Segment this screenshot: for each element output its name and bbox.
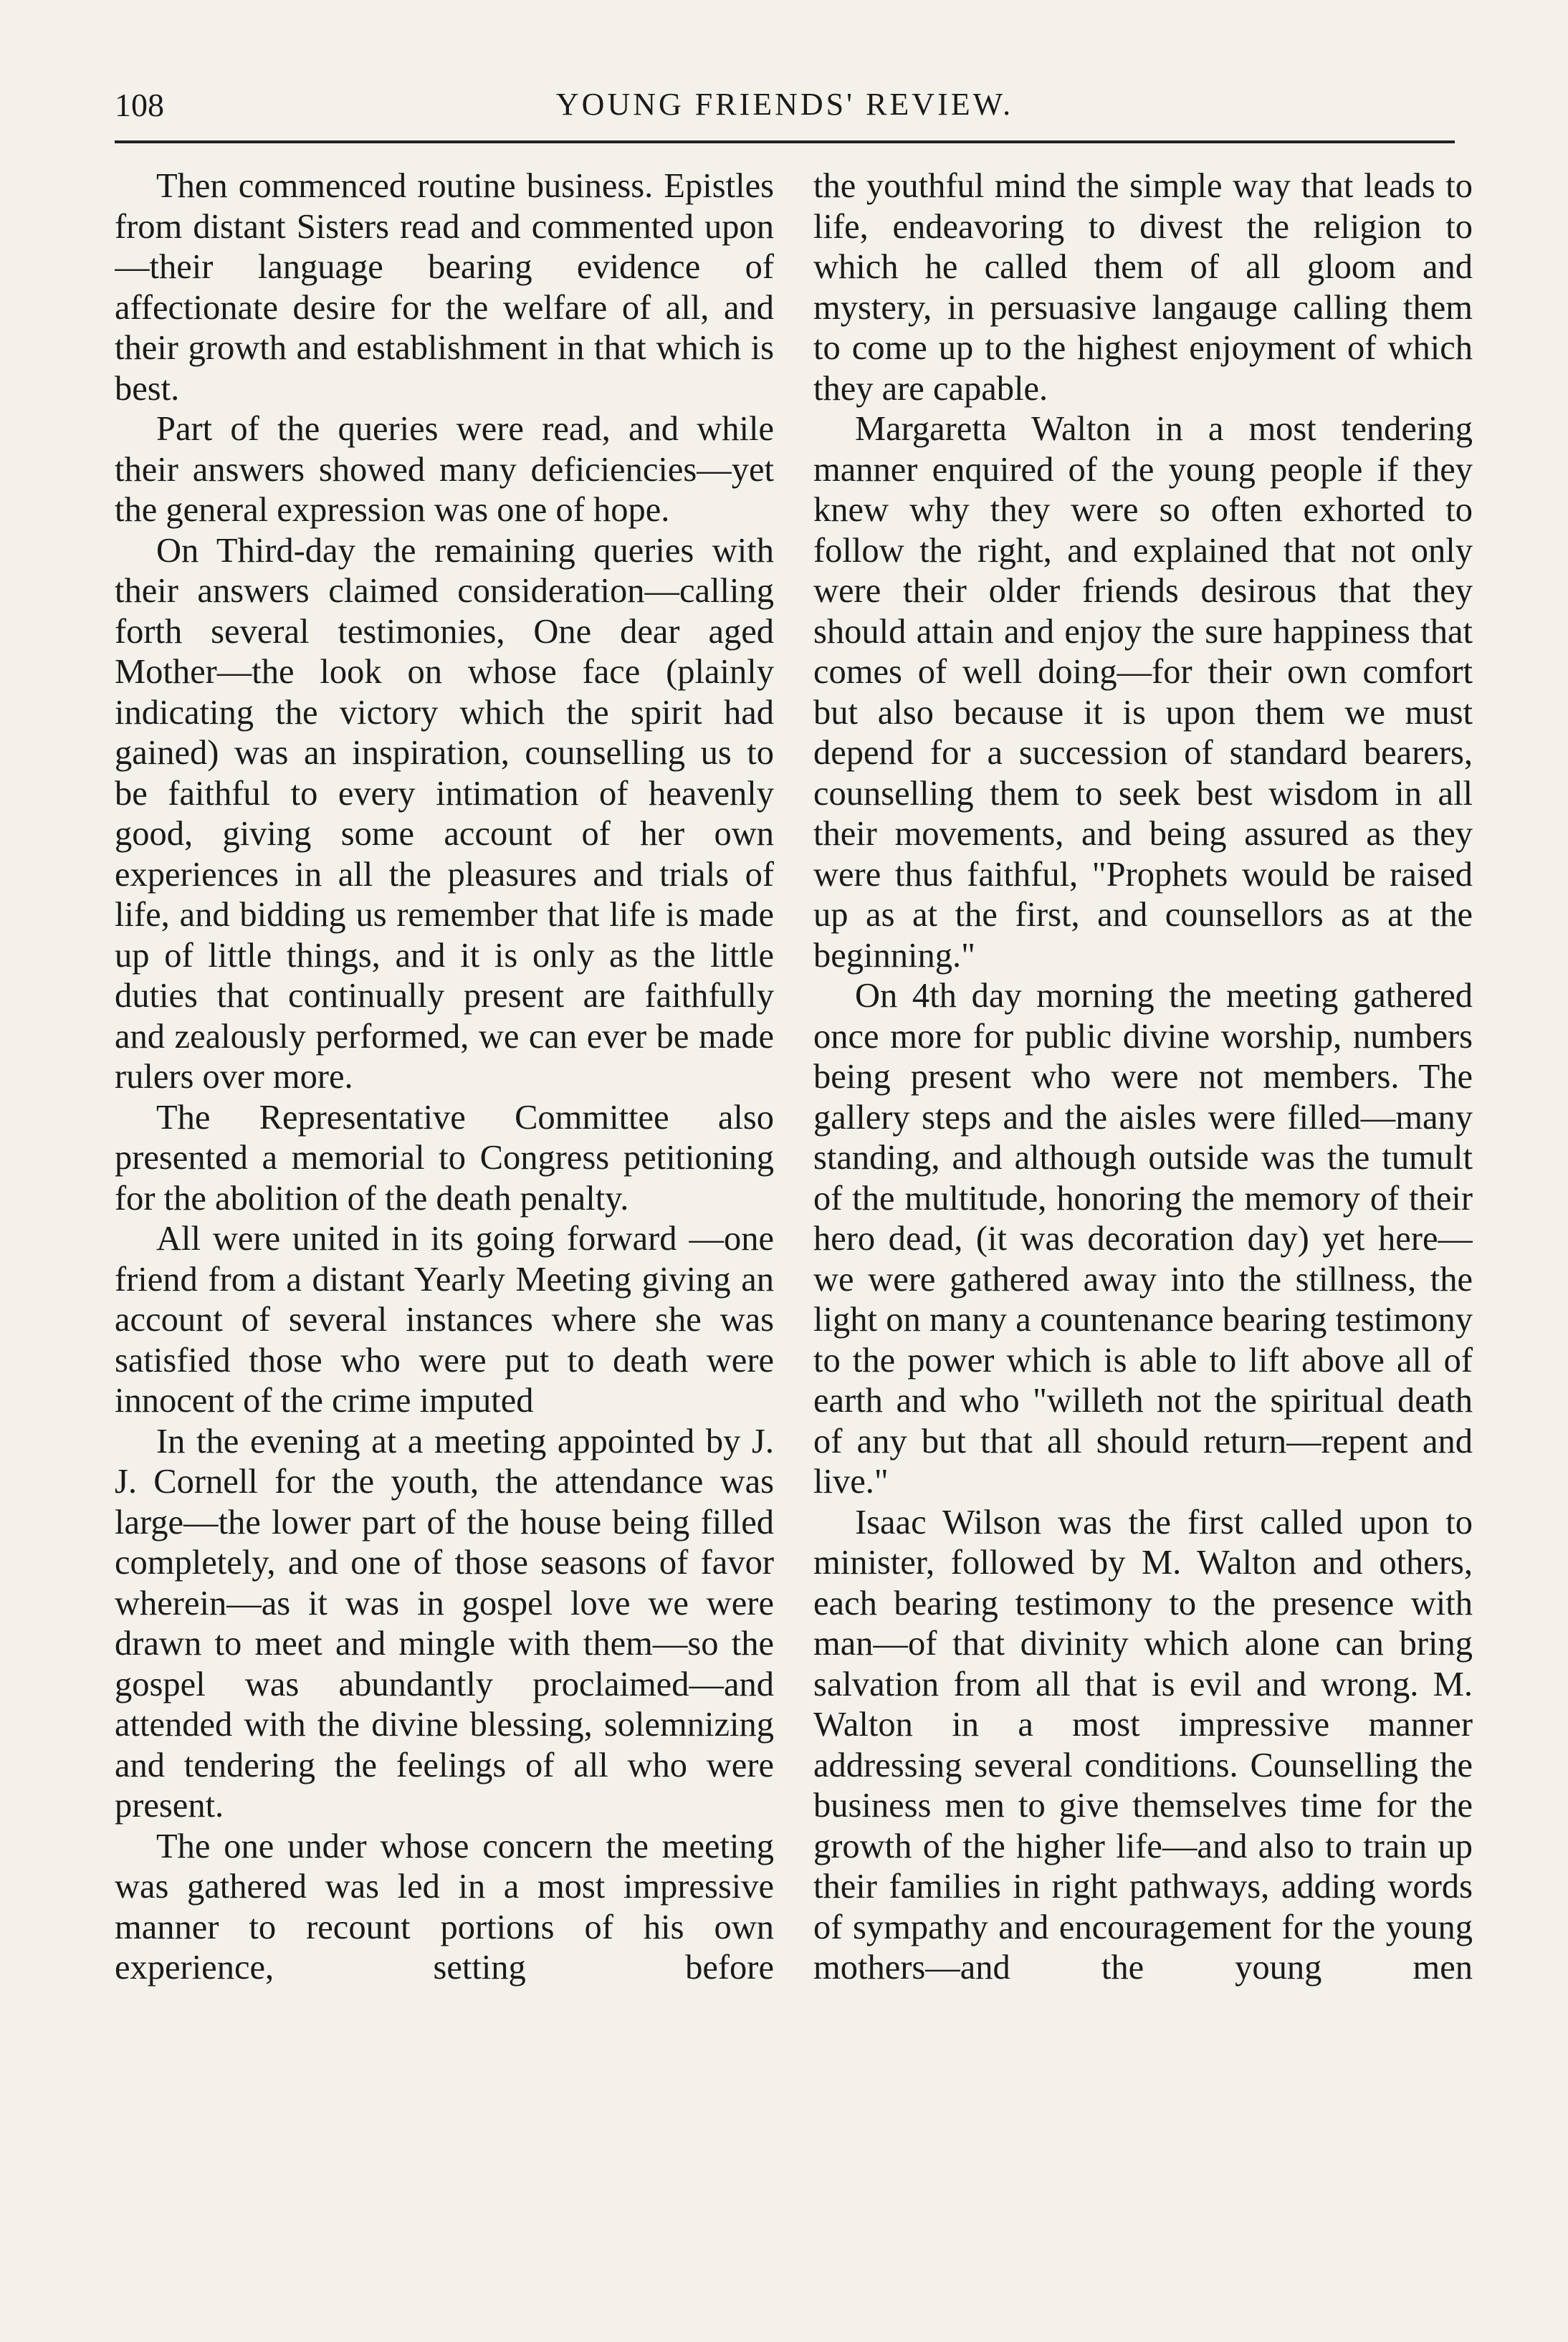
paragraph: Then commenced routine business. Epistles from distant Sisters read and commented upon—their language bearing evidence of affectionate desire for the welfare of all, and their growth and establishment in that which is best. [115, 167, 774, 408]
paragraph: Isaac Wilson was the first called upon to minister, followed by M. Walton and others, each bearing testimony to the presence with man—of that divinity which alone can bring salvation from all that is evil and wrong. M. Walton in a most impressive manner addressing several conditions. Counselling the business men to give themselves time for the growth of the higher life—and also to train up their families in right pathways, adding words of sympathy and encouragement for the young mothers—and the young men [813, 1503, 1473, 1987]
paragraph: Part of the queries were read, and while their answers showed many deficiencies—yet the general expression was one of hope. [115, 410, 774, 529]
paragraph: The one under whose concern the meeting was gathered was led in a most impressive manner to recount portions of his own experience, setting before [115, 1827, 774, 1987]
right-column [813, 166, 1473, 2288]
page-number: 108 [115, 87, 164, 123]
running-title: YOUNG FRIENDS' REVIEW. [555, 87, 1014, 122]
paragraph: On Third-day the remaining queries with their answers claimed consideration—calling forth several testimonies, One dear aged Mother—the look on whose face (plainly indicating the victory which the spirit had gained) was an inspiration, counselling us to be faithful to every intimation of heavenly good, giving some account of her own experiences in all the pleasures and trials of life, and bidding us remember that life is made up of little things, and it is only as the little duties that continually present are faithfully and zealously performed, we can ever be made rulers over more. [115, 531, 774, 1096]
paragraph: Margaretta Walton in a most tendering manner enquired of the young people if they knew why they were so often exhorted to follow the right, and explained that not only were their older friends desirous that they should attain and enjoy the sure happiness that comes of well doing—for their own comfort but also because it is upon them we must depend for a succession of standard bearers, counselling them to seek best wisdom in all their movements, and being assured as they were thus faithful, "Prophets would be raised up as at the first, and counsellors as at the beginning." [813, 410, 1473, 975]
paragraph: The Representative Committee also presented a memorial to Congress petitioning for the abolition of the death penalty. [115, 1098, 774, 1218]
paragraph: In the evening at a meeting appointed by J. J. Cornell for the youth, the attendance was large—the lower part of the house being filled completely, and one of those seasons of favor wherein—as it was in gospel love we were drawn to meet and mingle with them—so the gospel was abundantly proclaimed—and attended with the divine blessing, solemnizing and tendering the feelings of all who were present. [115, 1422, 774, 1825]
header-rule [115, 140, 1455, 143]
paragraph: On 4th day morning the meeting gathered once more for public divine worship, numbers being present who were not members. The gallery steps and the aisles were filled—many standing, and although outside was the tumult of the multitude, honoring the memory of their hero dead, (it was decoration day) yet here—we were gathered away into the stillness, the light on many a countenance bearing testimony to the power which is able to lift above all of earth and who "willeth not the spiritual death of any but that all should return—repent and live." [813, 977, 1473, 1501]
paragraph: the youthful mind the simple way that leads to life, endeavoring to divest the religion to which he called them of all gloom and mystery, in persuasive langauge calling them to come up to the highest enjoyment of which they are capable. [813, 167, 1473, 408]
left-column [115, 166, 774, 2288]
page-header [115, 86, 1455, 136]
paragraph: All were united in its going forward —one friend from a distant Yearly Meeting giving an account of several instances where she was satisfied those who were put to death were innocent of the crime imputed [115, 1220, 774, 1420]
